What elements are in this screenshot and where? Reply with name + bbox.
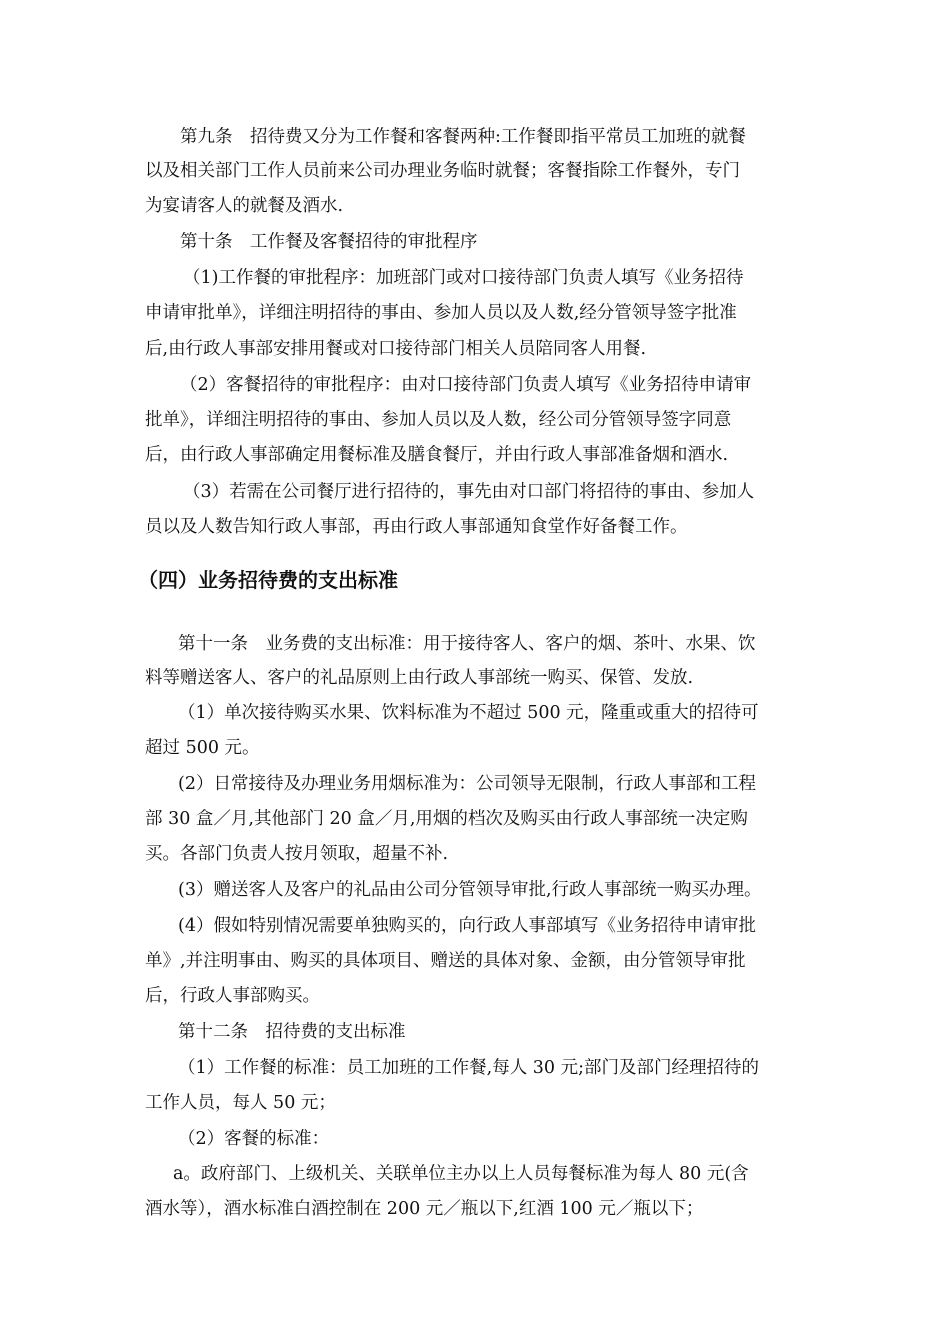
- standard-3-line-1: (3）赠送客人及客户的礼品由公司分管领导审批,行政人事部统一购买办理。: [178, 880, 762, 900]
- approval-3-line-1: （3）若需在公司餐厅进行招待的，事先由对口部门将招待的事由、参加人: [183, 482, 755, 502]
- approval-2-line-2: 批单》，详细注明招待的事由、参加人员以及人数，经公司分管领导签字同意: [145, 410, 732, 430]
- meal-standard-2-title: （2）客餐的标准：: [178, 1129, 330, 1149]
- standard-2-line-1: (2）日常接待及办理业务用烟标准为：公司领导无限制，行政人事部和工程: [178, 774, 756, 794]
- article-10-title: 第十条 工作餐及客餐招待的审批程序: [180, 232, 478, 252]
- article-12-title: 第十二条 招待费的支出标准: [178, 1022, 406, 1042]
- article-11-line-2: 料等赠送客人、客户的礼品原则上由行政人事部统一购买、保管、发放.: [145, 668, 694, 688]
- article-11-line-1: 第十一条 业务费的支出标准：用于接待客人、客户的烟、茶叶、水果、饮: [178, 634, 756, 654]
- approval-1-line-3: 后,由行政人事部安排用餐或对口接待部门相关人员陪同客人用餐.: [145, 339, 647, 359]
- meal-standard-1-line-2: 工作人员，每人 50 元；: [145, 1093, 336, 1113]
- standard-4-line-1: (4）假如特别情况需要单独购买的，向行政人事部填写《业务招待申请审批: [178, 916, 756, 936]
- approval-1-line-2: 申请审批单》，详细注明招待的事由、参加人员以及人数,经分管领导签字批准: [145, 303, 737, 323]
- meal-standard-a-line-2: 酒水等），酒水标准白酒控制在 200 元／瓶以下,红酒 100 元／瓶以下；: [145, 1199, 704, 1219]
- standard-4-line-2: 单》,并注明事由、购买的具体项目、赠送的具体对象、金额，由分管领导审批: [145, 951, 746, 971]
- approval-1-line-1: （1)工作餐的审批程序：加班部门或对口接待部门负责人填写《业务招待: [183, 268, 744, 288]
- meal-standard-1-line-1: （1）工作餐的标准：员工加班的工作餐,每人 30 元;部门及部门经理招待的: [178, 1058, 759, 1078]
- standard-4-line-3: 后，行政人事部购买。: [145, 986, 320, 1006]
- approval-3-line-2: 员以及人数告知行政人事部，再由行政人事部通知食堂作好备餐工作。: [145, 517, 688, 537]
- approval-2-line-3: 后，由行政人事部确定用餐标准及膳食餐厅，并由行政人事部准备烟和酒水.: [145, 445, 729, 465]
- article-9-line-2: 以及相关部门工作人员前来公司办理业务临时就餐；客餐指除工作餐外，专门: [145, 161, 740, 181]
- section-heading: （四）业务招待费的支出标准: [138, 568, 398, 592]
- meal-standard-a-line-1: a。政府部门、上级机关、关联单位主办以上人员每餐标准为每人 80 元(含: [173, 1164, 749, 1184]
- article-9-line-1: 第九条 招待费又分为工作餐和客餐两种:工作餐即指平常员工加班的就餐: [180, 127, 746, 147]
- standard-2-line-3: 买。各部门负责人按月领取，超量不补.: [145, 844, 449, 864]
- standard-1-line-2: 超过 500 元。: [145, 738, 260, 758]
- standard-2-line-2: 部 30 盒／月,其他部门 20 盒／月,用烟的档次及购买由行政人事部统一决定购: [145, 809, 748, 829]
- article-9-line-3: 为宴请客人的就餐及酒水.: [145, 196, 344, 216]
- standard-1-line-1: （1）单次接待购买水果、饮料标准为不超过 500 元，隆重或重大的招待可: [178, 703, 759, 723]
- approval-2-line-1: （2）客餐招待的审批程序：由对口接待部门负责人填写《业务招待申请审: [180, 375, 752, 395]
